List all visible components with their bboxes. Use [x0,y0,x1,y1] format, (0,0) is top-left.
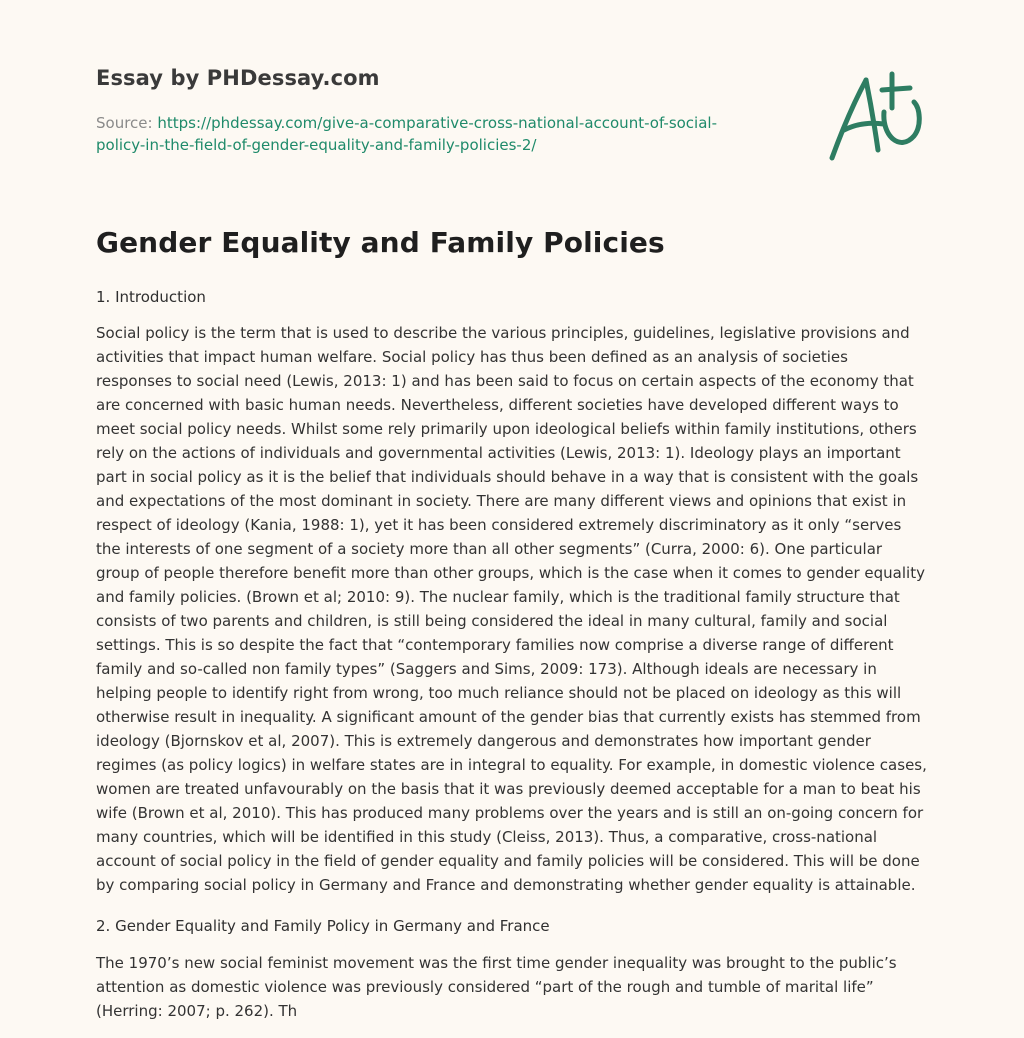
a-plus-logo-graphic [826,66,930,166]
section-heading-introduction: 1. Introduction [96,288,206,306]
section-body-introduction: Social policy is the term that is used to describe the various principles, guidelines, legislative provisions and activities that impact human welfare. Social policy has thus been defined as an analysis of societies responses to social need (Lewis, 2013: 1) and has been said to focus on certain aspects of the economy that are concerned with basic human needs. Nevertheless, different societies have developed different ways to meet social policy needs. Whilst some rely primarily upon ideological beliefs within family institutions, others rely on the actions of individuals and governmental activities (Lewis, 2013: 1). Ideology plays an important part in social policy as it is the belief that individuals should behave in a way that is consistent with the goals and expectations of the most dominant in society. There are many different views and opinions that exist in respect of ideology (Kania, 1988: 1), yet it has been considered extremely discriminatory as it only “serves the interests of one segment of a society more than all other segments” (Curra, 2000: 6). One particular group of people therefore benefit more than other groups, which is the case when it comes to gender equality and family policies. (Brown et al; 2010: 9). The nuclear family, which is the traditional family structure that consists of two parents and children, is still being considered the ideal in many cultural, family and social settings. This is so despite the fact that “contemporary families now comprise a diverse range of different family and so-called non family types” (Saggers and Sims, 2009: 173). Although ideals are necessary in helping people to identify right from wrong, too much reliance should not be placed on ideology as this will otherwise result in inequality. A significant amount of the gender bias that currently exists has stemmed from ideology (Bjornskov et al, 2007). This is extremely dangerous and demonstrates how important gender regimes (as policy logics) in welfare states are in integral to equality. For example, in domestic violence cases, women are treated unfavourably on the basis that it was previously deemed acceptable for a man to beat his wife (Brown et al, 2010). This has produced many problems over the years and is still an on-going concern for many countries, which will be identified in this study (Cleiss, 2013). Thus, a comparative, cross-national account of social policy in the field of gender equality and family policies will be considered. This will be done by comparing social policy in Germany and France and demonstrating whether gender equality is attainable. [96,324,927,894]
a-plus-logo-icon [826,66,930,166]
essay-title: Gender Equality and Family Policies [96,226,665,259]
site-brand: Essay by PHDessay.com [96,66,380,90]
source-label: Source: [96,114,153,132]
source-link[interactable]: https://phdessay.com/give-a-comparative-cross-national-account-of-social-policy-in-the-field-of-gender-equality-and-family-policies-2/ [96,114,717,154]
source-line [96,112,756,156]
section-heading-germany-france: 2. Gender Equality and Family Policy in Germany and France [96,917,550,935]
section-body-germany-france: The 1970’s new social feminist movement was the first time gender inequality was brought to the public’s attention as domestic violence was previously considered “part of the rough and tumble of marital life” (Herring: 2007; p. 262). Th [96,954,897,1020]
